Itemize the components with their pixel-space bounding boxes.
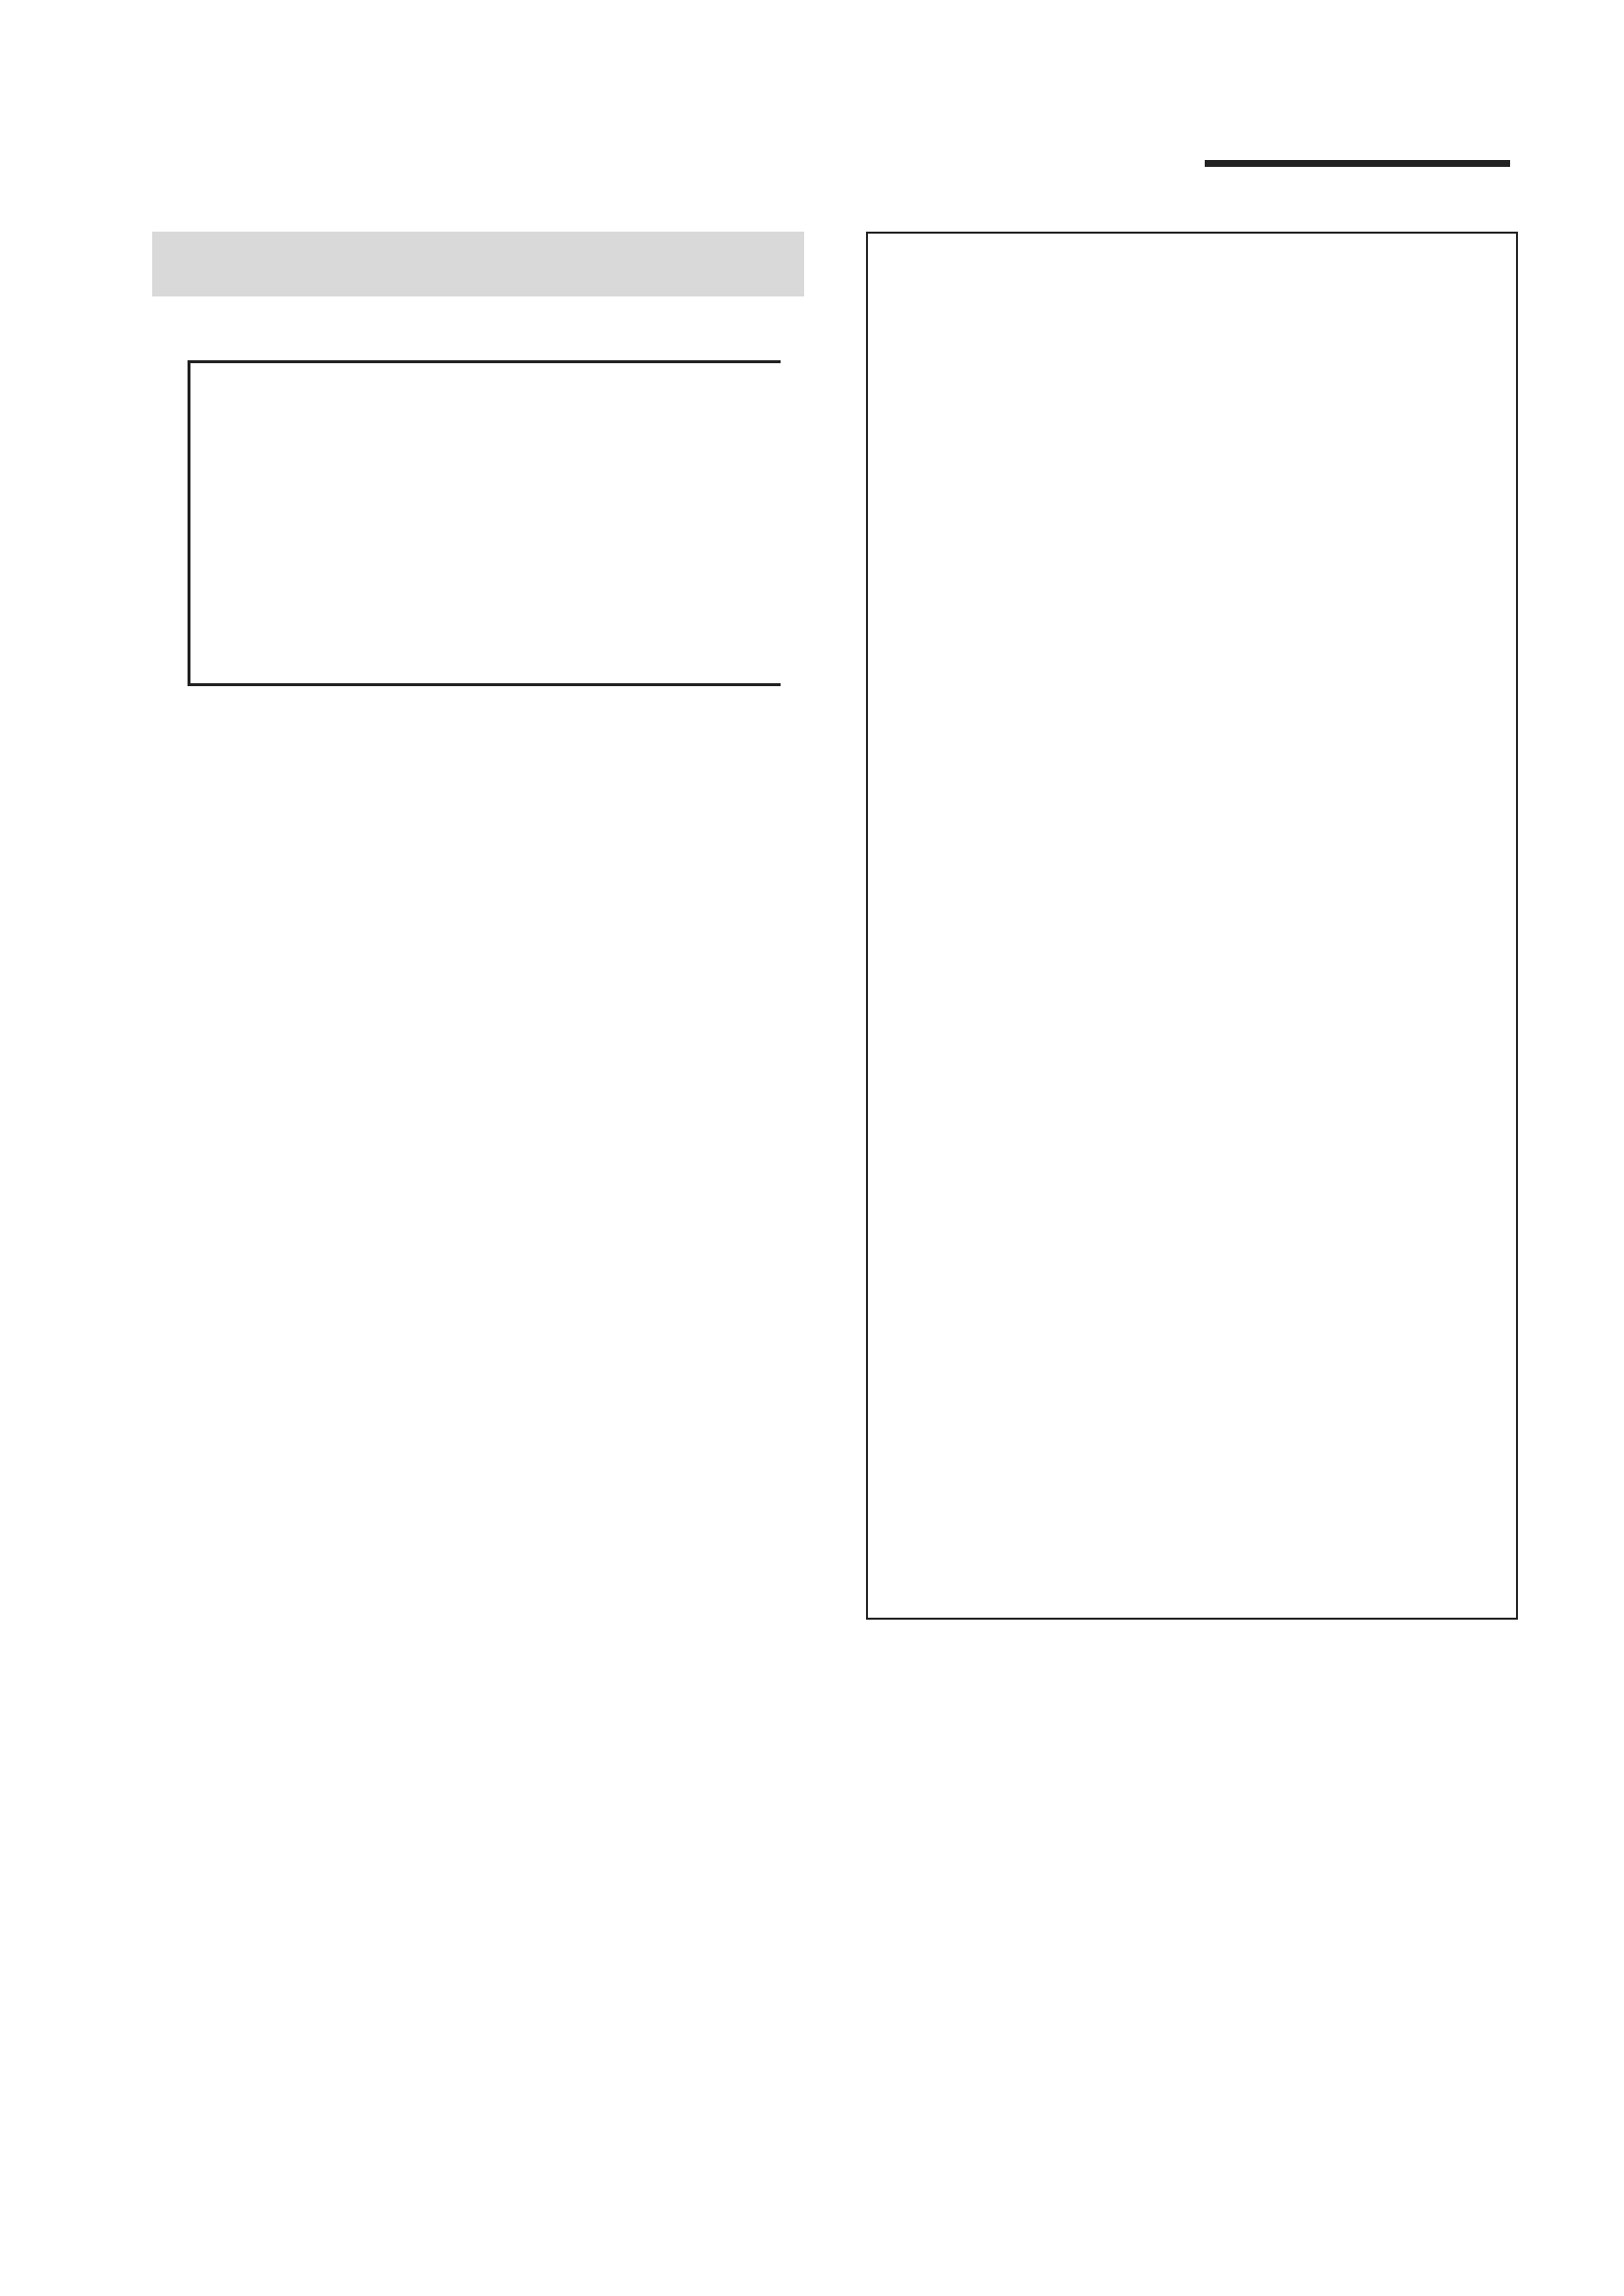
lcd-svg — [190, 363, 784, 689]
brand-underline — [1205, 160, 1510, 167]
icon-legend-table — [866, 232, 1518, 1620]
section-title-bar — [152, 232, 804, 296]
display-description — [152, 739, 800, 774]
lcd-display-illustration — [188, 360, 781, 686]
brand-logo — [1203, 103, 1517, 172]
